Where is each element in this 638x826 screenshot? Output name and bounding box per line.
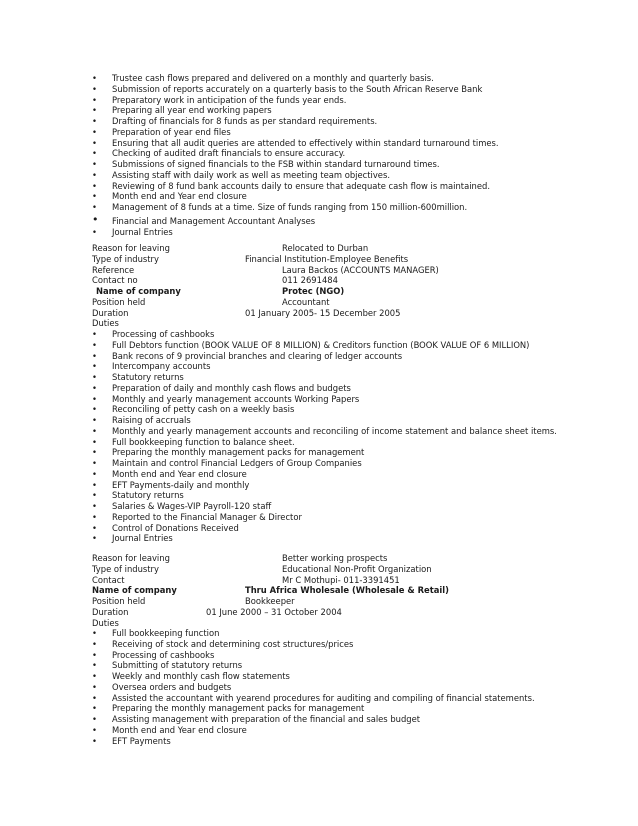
industry-label: Type of industry	[92, 253, 159, 264]
reason-value: Better working prospects	[282, 553, 388, 563]
list-item: • Journal Entries	[92, 533, 558, 544]
list-item: • EFT Payments-daily and monthly	[92, 480, 558, 491]
job-details-protec	[92, 243, 558, 329]
list-item: • Submissions of signed financials to the FSB within standard turnaround times.	[92, 159, 558, 170]
list-item: • Trustee cash flows prepared and delivered on a monthly and quarterly basis.	[92, 73, 558, 84]
list-item: • Submitting of statutory returns	[92, 660, 558, 671]
reference-label: Reference	[92, 264, 135, 275]
list-item: • Management of 8 funds at a time. Size of funds ranging from 150 million-600million.	[92, 202, 558, 213]
duties-list-employee-benefits	[92, 73, 558, 237]
position-value: Bookkeeper	[245, 596, 295, 606]
list-item: • Monthly and yearly management accounts Working Papers	[92, 394, 558, 405]
list-item: • Weekly and monthly cash flow statements	[92, 671, 558, 682]
job-details-thru-africa	[92, 553, 558, 628]
list-item: • Statutory returns	[92, 372, 558, 383]
company-label: Name of company	[96, 286, 181, 296]
list-item: • Oversea orders and budgets	[92, 682, 558, 693]
company-row	[92, 585, 558, 596]
list-item: • Assisted the accountant with yearend procedures for auditing and compiling of financial statements.	[92, 693, 558, 704]
list-item: • Assisting staff with daily work as well as meeting team objectives.	[92, 170, 558, 181]
list-item: • Reported to the Financial Manager & Director	[92, 512, 558, 523]
contact-row	[92, 275, 558, 286]
reference-row	[92, 265, 558, 276]
list-item: • Monthly and yearly management accounts and reconciling of income statement and balance sheet items.	[92, 426, 558, 437]
reference-value: Laura Backos (ACCOUNTS MANAGER)	[282, 264, 439, 275]
list-item: • Intercompany accounts	[92, 361, 558, 372]
list-item: • Preparation of daily and monthly cash flows and budgets	[92, 383, 558, 394]
list-item: • Receiving of stock and determining cost structures/prices	[92, 639, 558, 650]
list-item: • Processing of cashbooks	[92, 329, 558, 340]
duties-heading	[92, 618, 558, 629]
list-item: • Reconciling of petty cash on a weekly basis	[92, 404, 558, 415]
list-item: • Submission of reports accurately on a quarterly basis to the South African Reserve Bank	[92, 84, 558, 95]
list-item: • Month end and Year end closure	[92, 469, 558, 480]
industry-row	[92, 254, 558, 265]
industry-label: Type of industry	[92, 563, 159, 574]
company-value: Thru Africa Wholesale (Wholesale & Retail)	[245, 585, 449, 596]
list-item: • Raising of accruals	[92, 415, 558, 426]
list-item: • Ensuring that all audit queries are attended to effectively within standard turnaround times.	[92, 138, 558, 149]
position-row	[92, 596, 558, 607]
contact-value: 011 2691484	[282, 275, 338, 286]
duration-row	[92, 607, 558, 618]
list-item: • Checking of audited draft financials to ensure accuracy.	[92, 148, 558, 159]
list-item: • Full Debtors function (BOOK VALUE OF 8 MILLION) & Creditors function (BOOK VALUE OF 6 MILLION)	[92, 340, 558, 351]
list-item: • Reviewing of 8 fund bank accounts daily to ensure that adequate cash flow is maintained.	[92, 181, 558, 192]
list-item: • Bank recons of 9 provincial branches and clearing of ledger accounts	[92, 351, 558, 362]
company-row	[92, 286, 558, 297]
list-item: • Drafting of financials for 8 funds as per standard requirements.	[92, 116, 558, 127]
contact-label: Contact	[92, 574, 125, 585]
industry-row	[92, 564, 558, 575]
list-item: • Control of Donations Received	[92, 523, 558, 534]
contact-row	[92, 575, 558, 586]
list-item: • Preparation of year end files	[92, 127, 558, 138]
reason-row	[92, 243, 558, 254]
list-item: • Full bookkeeping function	[92, 628, 558, 639]
list-item: • Month end and Year end closure	[92, 191, 558, 202]
reason-value: Relocated to Durban	[282, 243, 369, 253]
list-item: • Month end and Year end closure	[92, 725, 558, 736]
duties-label: Duties	[92, 617, 119, 628]
industry-value: Financial Institution-Employee Benefits	[245, 253, 409, 264]
duties-list-protec	[92, 329, 558, 544]
duration-value: 01 January 2005- 15 December 2005	[245, 307, 401, 318]
duration-label: Duration	[92, 307, 129, 318]
duration-row	[92, 308, 558, 319]
reason-row	[92, 553, 558, 564]
industry-value: Educational Non-Profit Organization	[282, 563, 432, 574]
list-item: • Preparing the monthly management packs for management	[92, 703, 558, 714]
position-label: Position held	[92, 296, 146, 307]
reason-label: Reason for leaving	[92, 553, 170, 563]
duties-label: Duties	[92, 318, 119, 329]
position-value: Accountant	[282, 296, 330, 307]
list-item: • Maintain and control Financial Ledgers of Group Companies	[92, 458, 558, 469]
duties-list-thru-africa	[92, 628, 558, 746]
list-item: • Statutory returns	[92, 490, 558, 501]
list-item: • EFT Payments	[92, 736, 558, 747]
duration-label: Duration	[92, 606, 129, 617]
duties-heading	[92, 318, 558, 329]
company-label: Name of company	[92, 585, 177, 596]
position-label: Position held	[92, 596, 146, 606]
list-item: • Journal Entries	[92, 227, 558, 238]
list-item: • Preparatory work in anticipation of the funds year ends.	[92, 95, 558, 106]
company-value: Protec (NGO)	[282, 286, 345, 296]
list-item: • Preparing all year end working papers	[92, 105, 558, 116]
contact-label: Contact no	[92, 275, 138, 286]
list-item: • Preparing the monthly management packs for management	[92, 447, 558, 458]
list-item: • Assisting management with preparation of the financial and sales budget	[92, 714, 558, 725]
reason-label: Reason for leaving	[92, 243, 170, 253]
list-item: • Salaries & Wages-VIP Payroll-120 staff	[92, 501, 558, 512]
list-item: • Financial and Management Accountant Analyses	[92, 216, 558, 227]
duration-value: 01 June 2000 – 31 October 2004	[206, 606, 342, 617]
contact-value: Mr C Mothupi- 011-3391451	[282, 574, 400, 585]
list-item: • Processing of cashbooks	[92, 650, 558, 661]
list-item: • Full bookkeeping function to balance sheet.	[92, 437, 558, 448]
position-row	[92, 297, 558, 308]
